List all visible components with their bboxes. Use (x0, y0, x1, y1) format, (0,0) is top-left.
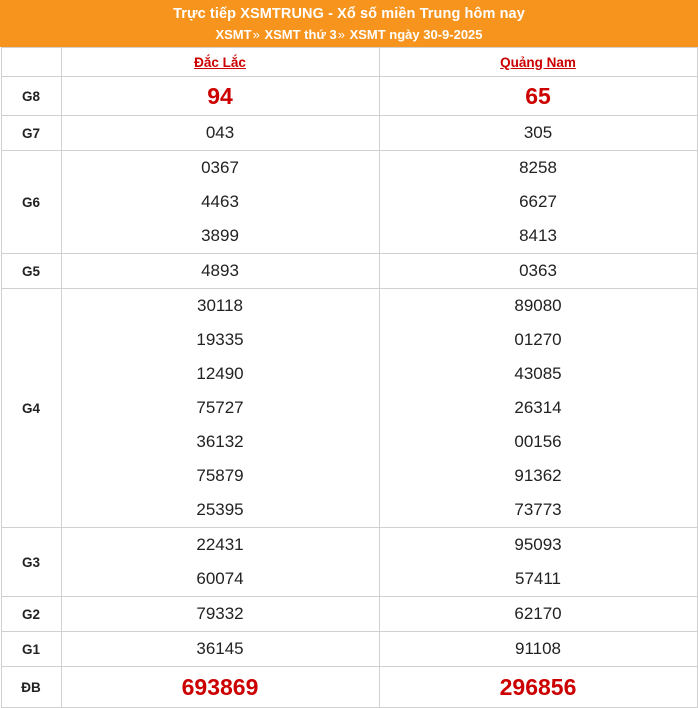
prize-label: G8 (1, 77, 61, 116)
lottery-number: 62170 (514, 604, 562, 623)
prize-numbers-quangnam (379, 597, 697, 632)
prize-numbers-daklak (61, 667, 379, 708)
lottery-number: 8413 (519, 226, 557, 245)
lottery-number: 6627 (519, 192, 557, 211)
prize-numbers-quangnam (379, 77, 697, 116)
page-header (0, 0, 698, 47)
lottery-number: 91108 (514, 639, 561, 658)
prize-numbers-daklak (61, 254, 379, 289)
lottery-number: 57411 (514, 569, 561, 588)
page-title: Trực tiếp XSMTRUNG - Xổ số miền Trung hôm nay (173, 6, 525, 22)
table-row (1, 289, 697, 528)
column-header-quangnam (379, 48, 697, 77)
table-row (1, 632, 697, 667)
lottery-number: 75879 (196, 466, 244, 485)
prize-numbers-daklak (61, 632, 379, 667)
table-row (1, 77, 697, 116)
province-link-daklak[interactable]: Đắc Lắc (194, 54, 246, 70)
lottery-number: 73773 (514, 500, 562, 519)
table-row (1, 528, 697, 597)
lottery-number: 65 (525, 83, 551, 109)
breadcrumb-separator-2: » (337, 27, 345, 42)
province-link-quangnam[interactable]: Quảng Nam (500, 54, 576, 70)
lottery-number: 95093 (514, 535, 562, 554)
lottery-result-table (1, 47, 698, 708)
prize-numbers-quangnam (379, 528, 697, 597)
lottery-number: 305 (523, 123, 553, 142)
lottery-number: 79332 (196, 604, 244, 623)
lottery-number: 36132 (196, 432, 244, 451)
lottery-number: 91362 (514, 466, 562, 485)
lottery-number: 89080 (514, 296, 562, 315)
lottery-number: 25395 (196, 500, 244, 519)
prize-label: G4 (1, 289, 61, 528)
breadcrumb-item-3[interactable]: XSMT ngày 30-9-2025 (349, 27, 483, 42)
lottery-number: 4893 (201, 261, 239, 280)
lottery-number: 75727 (196, 398, 244, 417)
prize-label: G2 (1, 597, 61, 632)
prize-numbers-quangnam (379, 289, 697, 528)
table-row (1, 597, 697, 632)
lottery-number: 36145 (196, 639, 244, 658)
lottery-number: 19335 (196, 330, 244, 349)
lottery-number: 94 (207, 83, 233, 109)
prize-numbers-daklak (61, 151, 379, 254)
prize-label: G6 (1, 151, 61, 254)
prize-numbers-quangnam (379, 632, 697, 667)
lottery-number: 693869 (181, 674, 259, 700)
lottery-number: 3899 (201, 226, 239, 245)
prize-numbers-quangnam (379, 667, 697, 708)
column-header-prize (1, 48, 61, 77)
lottery-number: 01270 (514, 330, 562, 349)
breadcrumb-separator-1: » (252, 27, 260, 42)
lottery-number: 00156 (514, 432, 562, 451)
breadcrumb (0, 26, 698, 44)
lottery-number: 8258 (519, 158, 557, 177)
lottery-number: 0363 (519, 261, 557, 280)
prize-numbers-daklak (61, 597, 379, 632)
lottery-number: 4463 (201, 192, 239, 211)
prize-numbers-quangnam (379, 254, 697, 289)
prize-label: G5 (1, 254, 61, 289)
lottery-number: 60074 (196, 569, 244, 588)
lottery-number: 296856 (499, 674, 577, 700)
prize-label: G1 (1, 632, 61, 667)
table-header-row (1, 48, 697, 77)
lottery-number: 26314 (514, 398, 562, 417)
breadcrumb-item-1[interactable]: XSMT (215, 27, 252, 42)
prize-numbers-daklak (61, 289, 379, 528)
table-row (1, 151, 697, 254)
lottery-number: 43085 (514, 364, 562, 383)
table-row (1, 116, 697, 151)
lottery-number: 22431 (196, 535, 244, 554)
table-row (1, 254, 697, 289)
prize-numbers-quangnam (379, 116, 697, 151)
prize-label: G3 (1, 528, 61, 597)
breadcrumb-item-2[interactable]: XSMT thứ 3 (264, 27, 337, 42)
lottery-number: 12490 (196, 364, 244, 383)
prize-numbers-daklak (61, 77, 379, 116)
lottery-number: 043 (205, 123, 235, 142)
prize-numbers-quangnam (379, 151, 697, 254)
table-row (1, 667, 697, 708)
prize-numbers-daklak (61, 528, 379, 597)
lottery-number: 30118 (196, 296, 243, 315)
prize-numbers-daklak (61, 116, 379, 151)
prize-label: G7 (1, 116, 61, 151)
lottery-number: 0367 (201, 158, 239, 177)
prize-label: ĐB (1, 667, 61, 708)
column-header-daklak (61, 48, 379, 77)
